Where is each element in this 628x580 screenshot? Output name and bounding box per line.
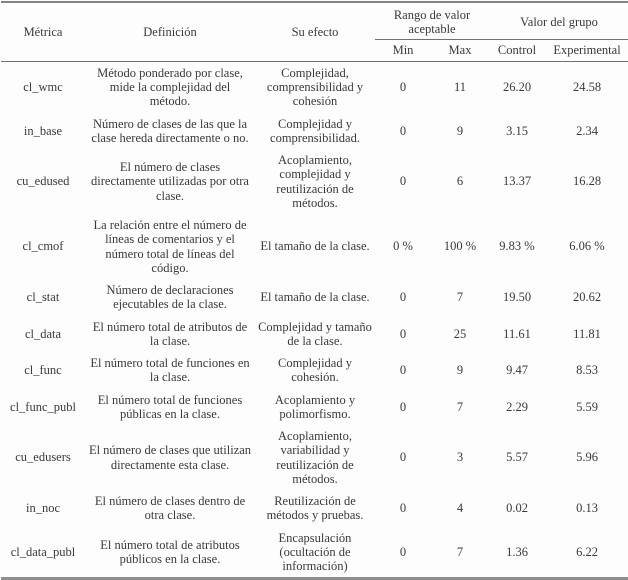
table-row (1, 389, 628, 426)
table-row (1, 149, 628, 214)
metric-cell: cu_edused (16, 174, 70, 189)
max-cell: 25 (453, 326, 467, 341)
max-cell: 7 (456, 399, 464, 414)
metric-cell: cu_edusers (15, 450, 71, 465)
experimental-cell: 2.34 (576, 123, 598, 138)
metric-cell: in_noc (25, 501, 61, 516)
metric-cell: cl_func_publ (10, 399, 76, 414)
metric-cell: cl_stat (26, 290, 60, 305)
min-cell: 0 (399, 123, 407, 138)
table-row (1, 316, 628, 353)
metric-cell: cl_data_publ (10, 544, 76, 559)
table-row (1, 279, 628, 316)
min-cell: 0 % (393, 239, 413, 254)
column-header-effect: Su efecto (255, 2, 375, 61)
metric-cell: cl_wmc (23, 80, 63, 94)
column-header-control: Control (489, 39, 545, 61)
control-cell: 0.02 (506, 501, 528, 516)
definition-cell: Método ponderado por clase, mide la complejidad del método. (97, 65, 243, 109)
definition-cell: El número total de funciones públicas en la clase. (97, 392, 243, 421)
experimental-cell: 20.62 (572, 290, 602, 305)
definition-cell: El número total de atributos de la clase. (92, 319, 248, 348)
table-row (1, 490, 628, 527)
effect-cell: Acoplamiento, variabilidad y reutilización de métodos. (276, 429, 354, 486)
min-cell: 0 (399, 326, 407, 341)
min-cell: 0 (399, 544, 407, 559)
table-row (1, 425, 628, 490)
experimental-cell: 6.06 % (569, 239, 605, 254)
table-row (1, 214, 628, 279)
metric-cell: cl_cmof (22, 239, 64, 254)
definition-cell: Número de clases de las que la clase hereda directamente o no. (91, 116, 249, 145)
max-cell: 100 % (443, 239, 477, 254)
max-cell: 9 (456, 363, 464, 378)
table-row (1, 61, 628, 112)
column-header-metric: Métrica (1, 2, 85, 61)
effect-cell: El tamaño de la clase. (260, 239, 370, 254)
experimental-cell: 5.96 (576, 450, 598, 465)
experimental-cell: 0.13 (576, 501, 598, 516)
table-header (1, 2, 628, 61)
column-group-acceptable-range: Rango de valor aceptable (375, 2, 489, 39)
max-cell: 7 (456, 544, 464, 559)
max-cell: 9 (456, 123, 464, 138)
control-cell: 26.20 (502, 80, 532, 94)
definition-cell: La relación entre el número de líneas de comentarios y el número total de líneas del código. (93, 218, 247, 275)
max-cell: 7 (456, 290, 464, 305)
control-cell: 5.57 (506, 450, 528, 465)
control-cell: 13.37 (502, 174, 532, 189)
column-header-experimental: Experimental (545, 39, 628, 61)
experimental-cell: 6.22 (576, 544, 598, 559)
control-cell: 2.29 (506, 399, 528, 414)
definition-cell: El número total de atributos públicos en la clase. (100, 537, 240, 566)
max-cell: 6 (456, 174, 464, 189)
metric-cell: cl_data (24, 326, 62, 341)
control-cell: 11.61 (503, 326, 531, 341)
header-group-row (1, 2, 628, 39)
experimental-cell: 8.53 (576, 363, 598, 378)
experimental-cell: 11.81 (573, 326, 601, 341)
table-row (1, 527, 628, 579)
experimental-cell: 24.58 (572, 80, 602, 94)
column-header-definition: Definición (85, 2, 255, 61)
effect-cell: Encapsulación (ocultación de información) (278, 530, 352, 573)
min-cell: 0 (399, 174, 407, 189)
control-cell: 19.50 (502, 290, 532, 305)
control-cell: 9.47 (506, 363, 528, 378)
min-cell: 0 (399, 399, 407, 414)
min-cell: 0 (399, 501, 407, 516)
effect-cell: Complejidad y comprensibilidad. (270, 116, 360, 145)
definition-cell: El número de clases directamente utilizadas por otra clase. (91, 160, 249, 203)
min-cell: 0 (399, 290, 407, 305)
min-cell: 0 (399, 363, 407, 378)
effect-cell: Acoplamiento, complejidad y reutilización de métodos. (276, 153, 354, 210)
effect-cell: Complejidad, comprensibilidad y cohesión (266, 65, 364, 109)
table-row (1, 113, 628, 150)
experimental-cell: 5.59 (576, 399, 598, 414)
min-cell: 0 (399, 80, 407, 94)
column-header-max: Max (431, 39, 489, 61)
effect-cell: El tamaño de la clase. (260, 290, 370, 305)
control-cell: 9.83 % (499, 239, 535, 254)
min-cell: 0 (399, 450, 407, 465)
definition-cell: El número total de funciones en la clase. (90, 356, 250, 385)
definition-cell: El número de clases que utilizan directamente esta clase. (88, 443, 252, 472)
definition-cell: El número de clases dentro de otra clase. (94, 494, 246, 523)
effect-cell: Acoplamiento y polimorfismo. (274, 392, 356, 421)
max-cell: 3 (456, 450, 464, 465)
table-body (1, 61, 628, 579)
max-cell: 11 (453, 80, 467, 94)
control-cell: 3.15 (506, 123, 528, 138)
effect-cell: Complejidad y tamaño de la clase. (258, 319, 372, 348)
max-cell: 4 (456, 501, 464, 516)
definition-cell: Número de declaraciones ejecutables de la clase. (106, 283, 234, 312)
column-header-min: Min (375, 39, 431, 61)
effect-cell: Complejidad y cohesión. (278, 356, 352, 385)
experimental-cell: 16.28 (572, 174, 602, 189)
effect-cell: Reutilización de métodos y pruebas. (266, 494, 364, 523)
control-cell: 1.36 (506, 544, 528, 559)
table-row (1, 352, 628, 389)
metrics-table (1, 1, 628, 580)
metric-cell: cl_func (24, 363, 62, 378)
metric-cell: in_base (23, 123, 63, 138)
column-group-group-value: Valor del grupo (489, 2, 628, 39)
